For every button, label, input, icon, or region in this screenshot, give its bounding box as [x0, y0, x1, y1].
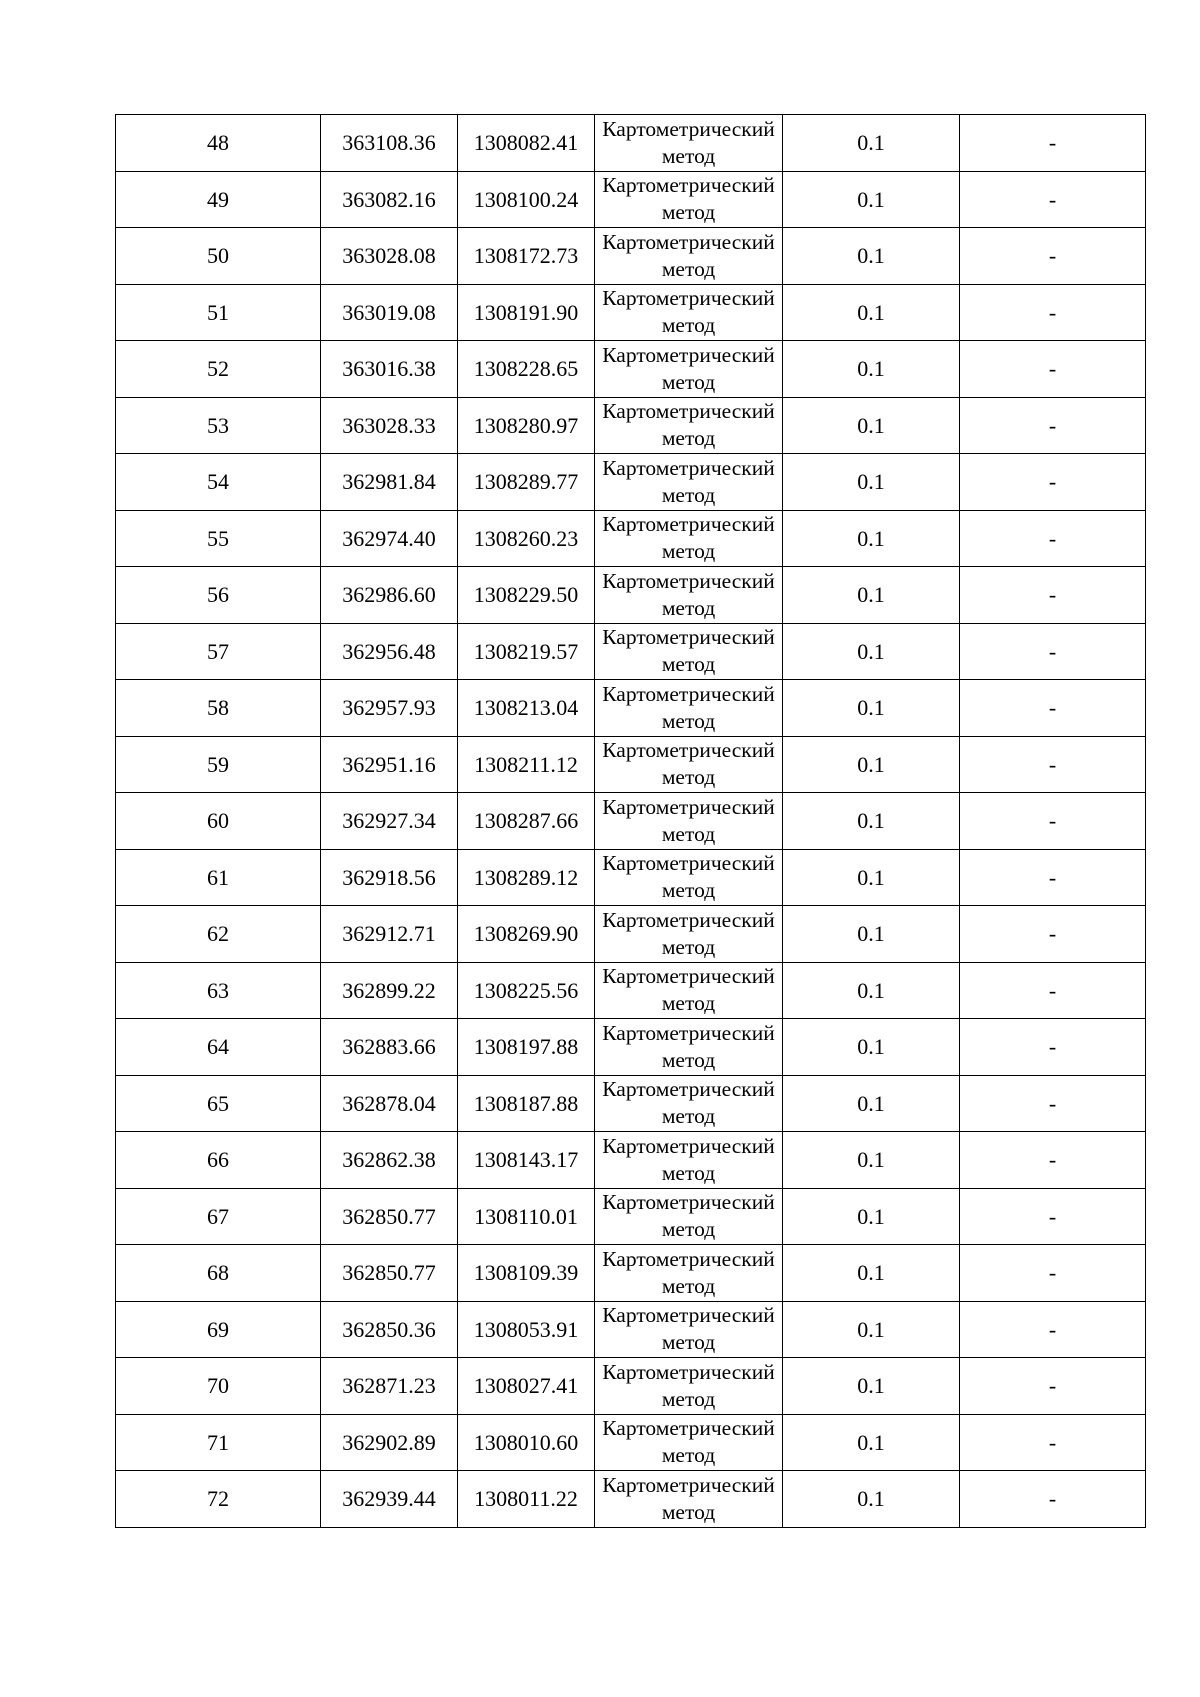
y-coordinate-cell: 1308172.73 [458, 228, 595, 285]
x-coordinate-cell: 362883.66 [321, 1019, 458, 1076]
table-row [116, 793, 1146, 850]
point-number-cell: 52 [116, 341, 321, 398]
table-row [116, 962, 1146, 1019]
point-number-cell: 48 [116, 115, 321, 172]
y-coordinate-cell: 1308100.24 [458, 171, 595, 228]
y-coordinate-cell: 1308289.77 [458, 454, 595, 511]
accuracy-cell: 0.1 [783, 1301, 960, 1358]
point-number-cell: 54 [116, 454, 321, 511]
x-coordinate-cell: 363082.16 [321, 171, 458, 228]
x-coordinate-cell: 363019.08 [321, 284, 458, 341]
point-number-cell: 64 [116, 1019, 321, 1076]
description-cell: - [960, 397, 1146, 454]
x-coordinate-cell: 362951.16 [321, 736, 458, 793]
table-row [116, 849, 1146, 906]
table-row [116, 284, 1146, 341]
table-row [116, 567, 1146, 624]
x-coordinate-cell: 363028.08 [321, 228, 458, 285]
method-cell: Картометрический метод [595, 1245, 783, 1302]
y-coordinate-cell: 1308082.41 [458, 115, 595, 172]
method-cell: Картометрический метод [595, 397, 783, 454]
y-coordinate-cell: 1308229.50 [458, 567, 595, 624]
description-cell: - [960, 1019, 1146, 1076]
x-coordinate-cell: 362981.84 [321, 454, 458, 511]
accuracy-cell: 0.1 [783, 397, 960, 454]
description-cell: - [960, 228, 1146, 285]
accuracy-cell: 0.1 [783, 736, 960, 793]
method-cell: Картометрический метод [595, 171, 783, 228]
accuracy-cell: 0.1 [783, 1132, 960, 1189]
accuracy-cell: 0.1 [783, 906, 960, 963]
point-number-cell: 56 [116, 567, 321, 624]
y-coordinate-cell: 1308269.90 [458, 906, 595, 963]
y-coordinate-cell: 1308289.12 [458, 849, 595, 906]
method-cell: Картометрический метод [595, 793, 783, 850]
x-coordinate-cell: 362957.93 [321, 680, 458, 737]
y-coordinate-cell: 1308109.39 [458, 1245, 595, 1302]
y-coordinate-cell: 1308143.17 [458, 1132, 595, 1189]
x-coordinate-cell: 362974.40 [321, 510, 458, 567]
accuracy-cell: 0.1 [783, 567, 960, 624]
description-cell: - [960, 1471, 1146, 1528]
method-cell: Картометрический метод [595, 736, 783, 793]
x-coordinate-cell: 362939.44 [321, 1471, 458, 1528]
x-coordinate-cell: 362878.04 [321, 1075, 458, 1132]
method-cell: Картометрический метод [595, 680, 783, 737]
x-coordinate-cell: 362986.60 [321, 567, 458, 624]
table-row [116, 228, 1146, 285]
y-coordinate-cell: 1308053.91 [458, 1301, 595, 1358]
point-number-cell: 65 [116, 1075, 321, 1132]
table-row [116, 1358, 1146, 1415]
y-coordinate-cell: 1308191.90 [458, 284, 595, 341]
y-coordinate-cell: 1308219.57 [458, 623, 595, 680]
accuracy-cell: 0.1 [783, 228, 960, 285]
x-coordinate-cell: 362871.23 [321, 1358, 458, 1415]
y-coordinate-cell: 1308260.23 [458, 510, 595, 567]
y-coordinate-cell: 1308187.88 [458, 1075, 595, 1132]
y-coordinate-cell: 1308213.04 [458, 680, 595, 737]
accuracy-cell: 0.1 [783, 680, 960, 737]
accuracy-cell: 0.1 [783, 1245, 960, 1302]
coordinates-table-body [116, 115, 1146, 1528]
method-cell: Картометрический метод [595, 341, 783, 398]
method-cell: Картометрический метод [595, 454, 783, 511]
y-coordinate-cell: 1308027.41 [458, 1358, 595, 1415]
description-cell: - [960, 510, 1146, 567]
table-row [116, 1075, 1146, 1132]
method-cell: Картометрический метод [595, 1358, 783, 1415]
description-cell: - [960, 1132, 1146, 1189]
point-number-cell: 62 [116, 906, 321, 963]
accuracy-cell: 0.1 [783, 341, 960, 398]
description-cell: - [960, 1301, 1146, 1358]
x-coordinate-cell: 362862.38 [321, 1132, 458, 1189]
accuracy-cell: 0.1 [783, 1188, 960, 1245]
method-cell: Картометрический метод [595, 115, 783, 172]
accuracy-cell: 0.1 [783, 171, 960, 228]
table-row [116, 1414, 1146, 1471]
table-row [116, 1301, 1146, 1358]
y-coordinate-cell: 1308287.66 [458, 793, 595, 850]
table-row [116, 680, 1146, 737]
x-coordinate-cell: 362902.89 [321, 1414, 458, 1471]
method-cell: Картометрический метод [595, 623, 783, 680]
point-number-cell: 72 [116, 1471, 321, 1528]
accuracy-cell: 0.1 [783, 454, 960, 511]
x-coordinate-cell: 362850.77 [321, 1188, 458, 1245]
method-cell: Картометрический метод [595, 1414, 783, 1471]
point-number-cell: 59 [116, 736, 321, 793]
point-number-cell: 67 [116, 1188, 321, 1245]
description-cell: - [960, 115, 1146, 172]
x-coordinate-cell: 362850.77 [321, 1245, 458, 1302]
point-number-cell: 60 [116, 793, 321, 850]
method-cell: Картометрический метод [595, 962, 783, 1019]
method-cell: Картометрический метод [595, 228, 783, 285]
y-coordinate-cell: 1308211.12 [458, 736, 595, 793]
table-row [116, 1132, 1146, 1189]
accuracy-cell: 0.1 [783, 510, 960, 567]
method-cell: Картометрический метод [595, 1471, 783, 1528]
description-cell: - [960, 1188, 1146, 1245]
table-row [116, 115, 1146, 172]
point-number-cell: 71 [116, 1414, 321, 1471]
point-number-cell: 57 [116, 623, 321, 680]
description-cell: - [960, 623, 1146, 680]
description-cell: - [960, 171, 1146, 228]
table-row [116, 1019, 1146, 1076]
x-coordinate-cell: 362918.56 [321, 849, 458, 906]
y-coordinate-cell: 1308011.22 [458, 1471, 595, 1528]
description-cell: - [960, 736, 1146, 793]
point-number-cell: 63 [116, 962, 321, 1019]
y-coordinate-cell: 1308225.56 [458, 962, 595, 1019]
table-row [116, 1471, 1146, 1528]
accuracy-cell: 0.1 [783, 284, 960, 341]
description-cell: - [960, 341, 1146, 398]
point-number-cell: 66 [116, 1132, 321, 1189]
accuracy-cell: 0.1 [783, 1075, 960, 1132]
point-number-cell: 53 [116, 397, 321, 454]
accuracy-cell: 0.1 [783, 793, 960, 850]
y-coordinate-cell: 1308110.01 [458, 1188, 595, 1245]
accuracy-cell: 0.1 [783, 1471, 960, 1528]
accuracy-cell: 0.1 [783, 115, 960, 172]
description-cell: - [960, 1358, 1146, 1415]
coordinates-table [115, 114, 1146, 1528]
description-cell: - [960, 1075, 1146, 1132]
point-number-cell: 61 [116, 849, 321, 906]
description-cell: - [960, 567, 1146, 624]
y-coordinate-cell: 1308280.97 [458, 397, 595, 454]
table-row [116, 623, 1146, 680]
x-coordinate-cell: 362912.71 [321, 906, 458, 963]
description-cell: - [960, 1414, 1146, 1471]
table-row [116, 397, 1146, 454]
method-cell: Картометрический метод [595, 567, 783, 624]
accuracy-cell: 0.1 [783, 1414, 960, 1471]
accuracy-cell: 0.1 [783, 623, 960, 680]
method-cell: Картометрический метод [595, 849, 783, 906]
point-number-cell: 49 [116, 171, 321, 228]
x-coordinate-cell: 362899.22 [321, 962, 458, 1019]
point-number-cell: 55 [116, 510, 321, 567]
description-cell: - [960, 1245, 1146, 1302]
x-coordinate-cell: 363016.38 [321, 341, 458, 398]
table-row [116, 1245, 1146, 1302]
accuracy-cell: 0.1 [783, 1019, 960, 1076]
method-cell: Картометрический метод [595, 1132, 783, 1189]
x-coordinate-cell: 362850.36 [321, 1301, 458, 1358]
table-row [116, 454, 1146, 511]
point-number-cell: 68 [116, 1245, 321, 1302]
point-number-cell: 51 [116, 284, 321, 341]
method-cell: Картометрический метод [595, 1188, 783, 1245]
x-coordinate-cell: 363108.36 [321, 115, 458, 172]
method-cell: Картометрический метод [595, 906, 783, 963]
description-cell: - [960, 849, 1146, 906]
table-row [116, 906, 1146, 963]
description-cell: - [960, 680, 1146, 737]
point-number-cell: 58 [116, 680, 321, 737]
table-row [116, 510, 1146, 567]
method-cell: Картометрический метод [595, 1075, 783, 1132]
y-coordinate-cell: 1308010.60 [458, 1414, 595, 1471]
table-row [116, 341, 1146, 398]
method-cell: Картометрический метод [595, 1301, 783, 1358]
point-number-cell: 70 [116, 1358, 321, 1415]
x-coordinate-cell: 362956.48 [321, 623, 458, 680]
description-cell: - [960, 454, 1146, 511]
table-row [116, 171, 1146, 228]
description-cell: - [960, 284, 1146, 341]
description-cell: - [960, 906, 1146, 963]
accuracy-cell: 0.1 [783, 1358, 960, 1415]
method-cell: Картометрический метод [595, 510, 783, 567]
description-cell: - [960, 962, 1146, 1019]
point-number-cell: 50 [116, 228, 321, 285]
accuracy-cell: 0.1 [783, 962, 960, 1019]
table-row [116, 1188, 1146, 1245]
y-coordinate-cell: 1308197.88 [458, 1019, 595, 1076]
accuracy-cell: 0.1 [783, 849, 960, 906]
method-cell: Картометрический метод [595, 1019, 783, 1076]
table-row [116, 736, 1146, 793]
description-cell: - [960, 793, 1146, 850]
method-cell: Картометрический метод [595, 284, 783, 341]
x-coordinate-cell: 363028.33 [321, 397, 458, 454]
point-number-cell: 69 [116, 1301, 321, 1358]
x-coordinate-cell: 362927.34 [321, 793, 458, 850]
y-coordinate-cell: 1308228.65 [458, 341, 595, 398]
